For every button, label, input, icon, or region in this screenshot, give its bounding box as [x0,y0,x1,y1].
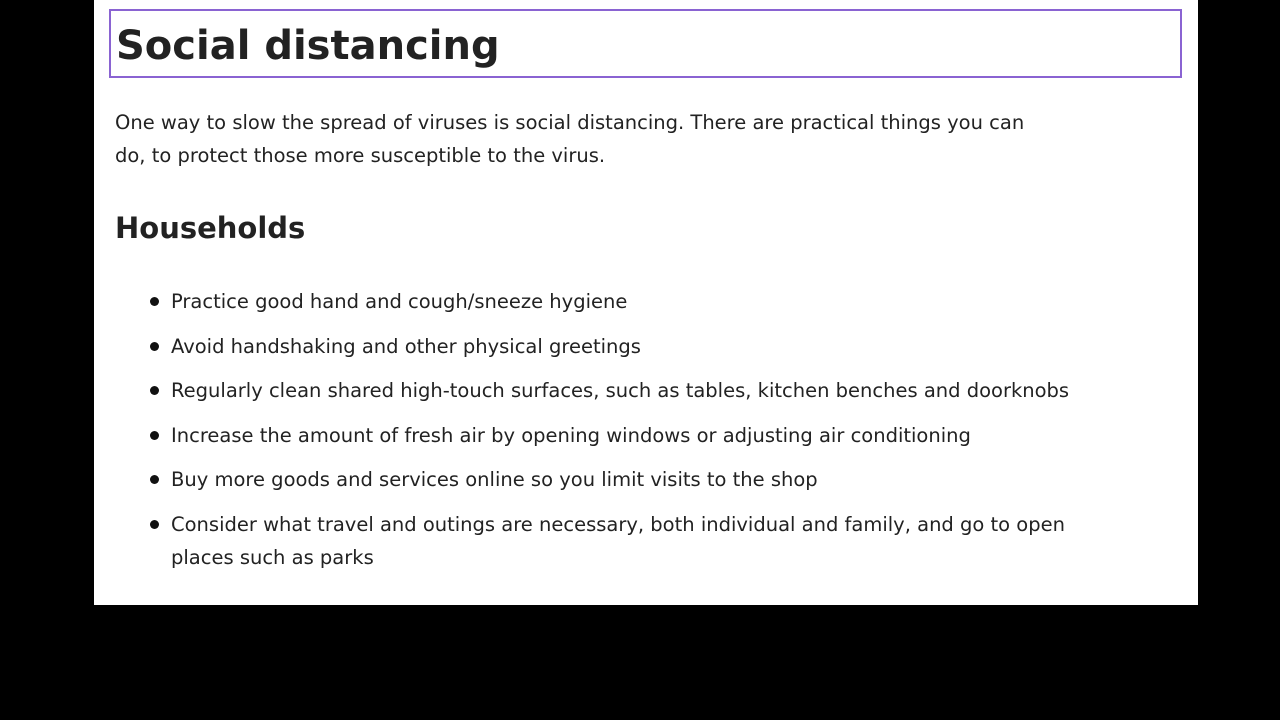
list-item [94,419,1198,452]
bullet-dot-icon [150,475,159,484]
bullet-dot-icon [150,520,159,529]
list-item-text: Regularly clean shared high-touch surfaces, such as tables, kitchen benches and doorknobs [171,379,1070,403]
bullet-dot-icon [150,297,159,306]
list-item [94,508,1198,574]
list-item-text: Increase the amount of fresh air by opening windows or adjusting air conditioning [171,423,971,447]
page-title-focused[interactable] [109,9,1182,78]
list-item-text: Buy more goods and services online so you limit visits to the shop [171,468,818,492]
bullet-dot-icon [150,342,159,351]
section-heading-households: Households [115,211,306,245]
bullet-dot-icon [150,386,159,395]
bullet-dot-icon [150,431,159,440]
list-item [94,463,1198,496]
page-title: Social distancing [116,23,500,69]
intro-paragraph: One way to slow the spread of viruses is social distancing. There are practical things you can do, to protect those more susceptible to the virus. [115,111,1025,167]
list-item [94,285,1198,318]
list-item-text: Practice good hand and cough/sneeze hygiene [171,290,628,313]
list-item [94,330,1198,363]
list-item [94,374,1198,407]
households-list [94,285,1198,586]
list-item-text: Consider what travel and outings are necessary, both individual and family, and go to open places such as parks [171,512,1065,569]
content-page [94,0,1198,605]
list-item-text: Avoid handshaking and other physical greetings [171,334,641,358]
